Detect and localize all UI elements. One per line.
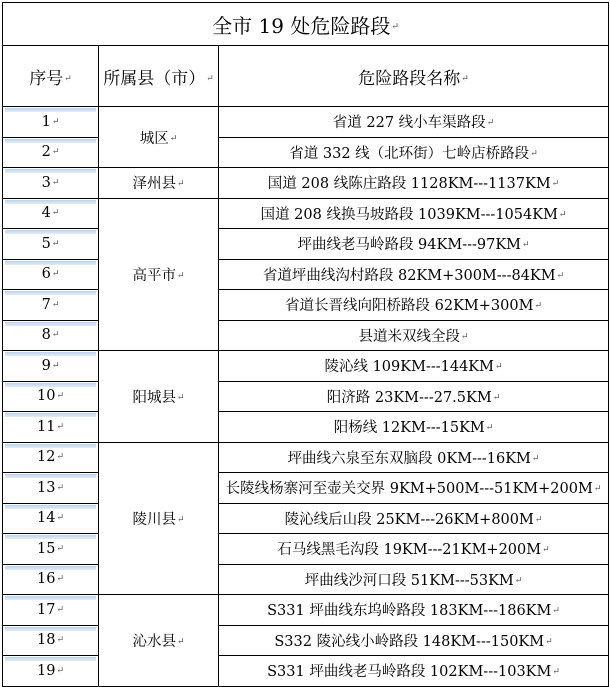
paragraph-mark: ↵ <box>542 545 550 556</box>
row-index-cell <box>3 473 99 504</box>
row-highlight-bar <box>5 352 96 356</box>
paragraph-mark: ↵ <box>485 423 494 434</box>
county-cell <box>99 351 219 443</box>
county-cell <box>99 442 219 595</box>
table-row <box>3 198 609 229</box>
road-name: 国道 208 线陈庄路段 1128KM---1137KM <box>267 176 551 193</box>
table-row <box>3 107 609 138</box>
row-index-cell <box>3 412 99 443</box>
header-index: 序号 <box>29 68 64 89</box>
row-index-cell <box>3 168 99 199</box>
row-index: 13 <box>37 479 56 496</box>
road-name-cell <box>219 320 609 351</box>
title-row <box>3 3 609 46</box>
row-highlight-bar <box>5 230 96 234</box>
row-index-cell <box>3 595 99 626</box>
county-name: 沁水县 <box>132 633 176 650</box>
road-name-cell <box>219 107 609 138</box>
paragraph-mark: ↵ <box>558 209 567 220</box>
road-name-cell <box>219 534 609 565</box>
row-index: 6 <box>41 266 51 283</box>
table-row <box>3 412 609 443</box>
road-name-cell <box>219 168 609 199</box>
paragraph-mark: ↵ <box>522 240 530 251</box>
table-title: 全市 19 处危险路段 <box>212 13 391 38</box>
paragraph-mark: ↵ <box>56 391 64 402</box>
paragraph-mark: ↵ <box>534 301 542 312</box>
table-row <box>3 473 609 504</box>
paragraph-mark: ↵ <box>176 392 185 403</box>
row-index-cell <box>3 442 99 473</box>
row-highlight-bar <box>5 413 96 417</box>
table-title-cell <box>3 3 609 46</box>
row-index-cell <box>3 534 99 565</box>
row-index: 1 <box>41 113 51 130</box>
header-county: 所属县（市） <box>103 68 206 89</box>
road-name: 长陵线杨寨河至壶关交界 9KM+500M---51KM+200M <box>225 481 593 498</box>
row-index: 2 <box>41 144 51 161</box>
paragraph-mark: ↵ <box>169 133 178 144</box>
county-name: 阳城县 <box>132 389 176 406</box>
road-name-cell <box>219 229 609 260</box>
row-highlight-bar <box>5 139 96 143</box>
road-name: 石马线黑毛沟段 19KM---21KM+200M <box>277 542 542 559</box>
row-highlight-bar <box>5 474 96 478</box>
road-name: 国道 208 线换马坡路段 1039KM---1054KM <box>260 206 558 223</box>
row-highlight-bar <box>5 261 96 265</box>
table-row <box>3 442 609 473</box>
paragraph-mark: ↵ <box>530 148 538 159</box>
road-name: 坪曲线沙河口段 51KM---53KM <box>304 572 514 589</box>
paragraph-mark: ↵ <box>56 604 64 615</box>
table-row <box>3 290 609 321</box>
row-index-cell <box>3 137 99 168</box>
row-index-cell <box>3 198 99 229</box>
paragraph-mark: ↵ <box>531 453 540 464</box>
paragraph-mark: ↵ <box>51 299 60 310</box>
road-name-cell <box>219 290 609 321</box>
road-name: 陵沁线 109KM---144KM <box>324 359 494 376</box>
paragraph-mark: ↵ <box>552 606 560 617</box>
road-name-cell <box>219 625 609 656</box>
road-name-cell <box>219 473 609 504</box>
road-name-cell <box>219 381 609 412</box>
paragraph-mark: ↵ <box>492 392 501 403</box>
header-row <box>3 46 609 107</box>
table-row <box>3 656 609 687</box>
row-index: 11 <box>37 418 56 435</box>
road-name-cell <box>219 137 609 168</box>
county-name: 高平市 <box>132 267 176 284</box>
paragraph-mark: ↵ <box>176 514 185 525</box>
road-name: 阳杨线 12KM---15KM <box>333 420 485 437</box>
road-name-cell <box>219 442 609 473</box>
row-index: 15 <box>37 540 56 557</box>
row-index: 12 <box>37 449 56 466</box>
row-index: 17 <box>37 601 56 618</box>
row-index: 7 <box>41 296 51 313</box>
row-index-cell <box>3 625 99 656</box>
paragraph-mark: ↵ <box>486 118 495 129</box>
county-cell <box>99 595 219 687</box>
row-index: 5 <box>41 235 51 252</box>
paragraph-mark: ↵ <box>176 270 185 281</box>
road-name: 省道 227 线小车渠路段 <box>332 115 486 132</box>
row-highlight-bar <box>5 566 96 570</box>
table-row <box>3 503 609 534</box>
paragraph-mark: ↵ <box>56 482 64 493</box>
danger-road-table <box>2 2 609 687</box>
road-name: S331 坪曲线老马岭路段 102KM---103KM <box>267 664 552 681</box>
paragraph-mark: ↵ <box>56 543 64 554</box>
table-row <box>3 137 609 168</box>
road-name: 阳济路 23KM---27.5KM <box>326 389 492 406</box>
paragraph-mark: ↵ <box>552 667 560 678</box>
paragraph-mark: ↵ <box>51 269 60 280</box>
paragraph-mark: ↵ <box>206 74 214 84</box>
paragraph-mark: ↵ <box>56 421 64 432</box>
road-name-cell <box>219 351 609 382</box>
paragraph-mark: ↵ <box>51 238 60 249</box>
row-index: 16 <box>37 571 56 588</box>
paragraph-mark: ↵ <box>51 360 60 371</box>
paragraph-mark: ↵ <box>545 636 553 647</box>
paragraph-mark: ↵ <box>176 636 185 647</box>
road-name-cell <box>219 656 609 687</box>
paragraph-mark: ↵ <box>64 74 72 84</box>
table-row <box>3 259 609 290</box>
row-index: 4 <box>41 205 51 222</box>
header-road-cell <box>219 46 609 107</box>
table-row <box>3 564 609 595</box>
road-name: 省道坪曲线沟村路段 82KM+300M---84KM <box>262 267 556 284</box>
row-highlight-bar <box>5 322 96 326</box>
paragraph-mark: ↵ <box>593 484 602 495</box>
paragraph-mark: ↵ <box>51 330 60 341</box>
table-row <box>3 168 609 199</box>
row-index: 10 <box>37 388 56 405</box>
road-name: 省道长晋线向阳桥路段 62KM+300M <box>285 298 534 315</box>
row-index-cell <box>3 656 99 687</box>
road-name: S332 陵沁线小岭路段 148KM---150KM <box>274 633 545 650</box>
paragraph-mark: ↵ <box>460 331 469 342</box>
row-highlight-bar <box>5 657 96 661</box>
row-index-cell <box>3 290 99 321</box>
road-name: S331 坪曲线东坞岭路段 183KM---186KM <box>267 603 552 620</box>
county-cell <box>99 198 219 351</box>
paragraph-mark: ↵ <box>514 575 523 586</box>
paragraph-mark: ↵ <box>461 74 469 84</box>
county-name: 陵川县 <box>132 511 176 528</box>
county-name: 泽州县 <box>132 176 176 193</box>
paragraph-mark: ↵ <box>51 147 60 158</box>
road-name: 省道 332 线（北环街）七岭店桥路段 <box>289 145 530 162</box>
paragraph-mark: ↵ <box>391 22 399 32</box>
row-index-cell <box>3 381 99 412</box>
row-index-cell <box>3 503 99 534</box>
row-highlight-bar <box>5 627 96 631</box>
paragraph-mark: ↵ <box>56 452 64 463</box>
paragraph-mark: ↵ <box>56 574 64 585</box>
county-cell <box>99 168 219 199</box>
row-index: 9 <box>41 357 51 374</box>
paragraph-mark: ↵ <box>176 179 185 190</box>
row-index: 14 <box>37 510 56 527</box>
road-name: 坪曲线老马岭路段 94KM---97KM <box>297 237 522 254</box>
row-index: 19 <box>37 662 56 679</box>
row-highlight-bar <box>5 291 96 295</box>
paragraph-mark: ↵ <box>56 665 64 676</box>
paragraph-mark: ↵ <box>51 177 60 188</box>
row-index: 8 <box>41 327 51 344</box>
paragraph-mark: ↵ <box>534 514 543 525</box>
road-name-cell <box>219 564 609 595</box>
row-highlight-bar <box>5 505 96 509</box>
row-highlight-bar <box>5 444 96 448</box>
row-highlight-bar <box>5 535 96 539</box>
header-index-cell <box>3 46 99 107</box>
row-index-cell <box>3 351 99 382</box>
table-row <box>3 381 609 412</box>
header-county-cell <box>99 46 219 107</box>
table-row <box>3 320 609 351</box>
row-highlight-bar <box>5 200 96 204</box>
road-name-cell <box>219 595 609 626</box>
row-index: 18 <box>37 632 56 649</box>
paragraph-mark: ↵ <box>551 179 560 190</box>
paragraph-mark: ↵ <box>495 362 503 373</box>
table-body <box>3 3 609 687</box>
road-name: 陵沁线后山段 25KM---26KM+800M <box>284 511 534 528</box>
header-road: 危险路段名称 <box>358 68 461 89</box>
row-highlight-bar <box>5 169 96 173</box>
row-highlight-bar <box>5 108 96 112</box>
paragraph-mark: ↵ <box>56 635 64 646</box>
table-row <box>3 625 609 656</box>
row-index-cell <box>3 259 99 290</box>
county-cell <box>99 107 219 168</box>
row-index: 3 <box>41 174 51 191</box>
road-name-cell <box>219 259 609 290</box>
row-highlight-bar <box>5 596 96 600</box>
row-index-cell <box>3 107 99 138</box>
paragraph-mark: ↵ <box>51 208 60 219</box>
road-name: 县道米双线全段 <box>358 328 460 345</box>
table-row <box>3 351 609 382</box>
road-name-cell <box>219 198 609 229</box>
row-index-cell <box>3 320 99 351</box>
table-row <box>3 229 609 260</box>
row-highlight-bar <box>5 383 96 387</box>
table-row <box>3 595 609 626</box>
paragraph-mark: ↵ <box>556 270 565 281</box>
paragraph-mark: ↵ <box>51 116 60 127</box>
road-name-cell <box>219 412 609 443</box>
paragraph-mark: ↵ <box>56 513 64 524</box>
row-index-cell <box>3 229 99 260</box>
road-name: 坪曲线六泉至东双脑段 0KM---16KM <box>287 450 531 467</box>
table-row <box>3 534 609 565</box>
road-name-cell <box>219 503 609 534</box>
county-name: 城区 <box>139 130 169 147</box>
row-index-cell <box>3 564 99 595</box>
